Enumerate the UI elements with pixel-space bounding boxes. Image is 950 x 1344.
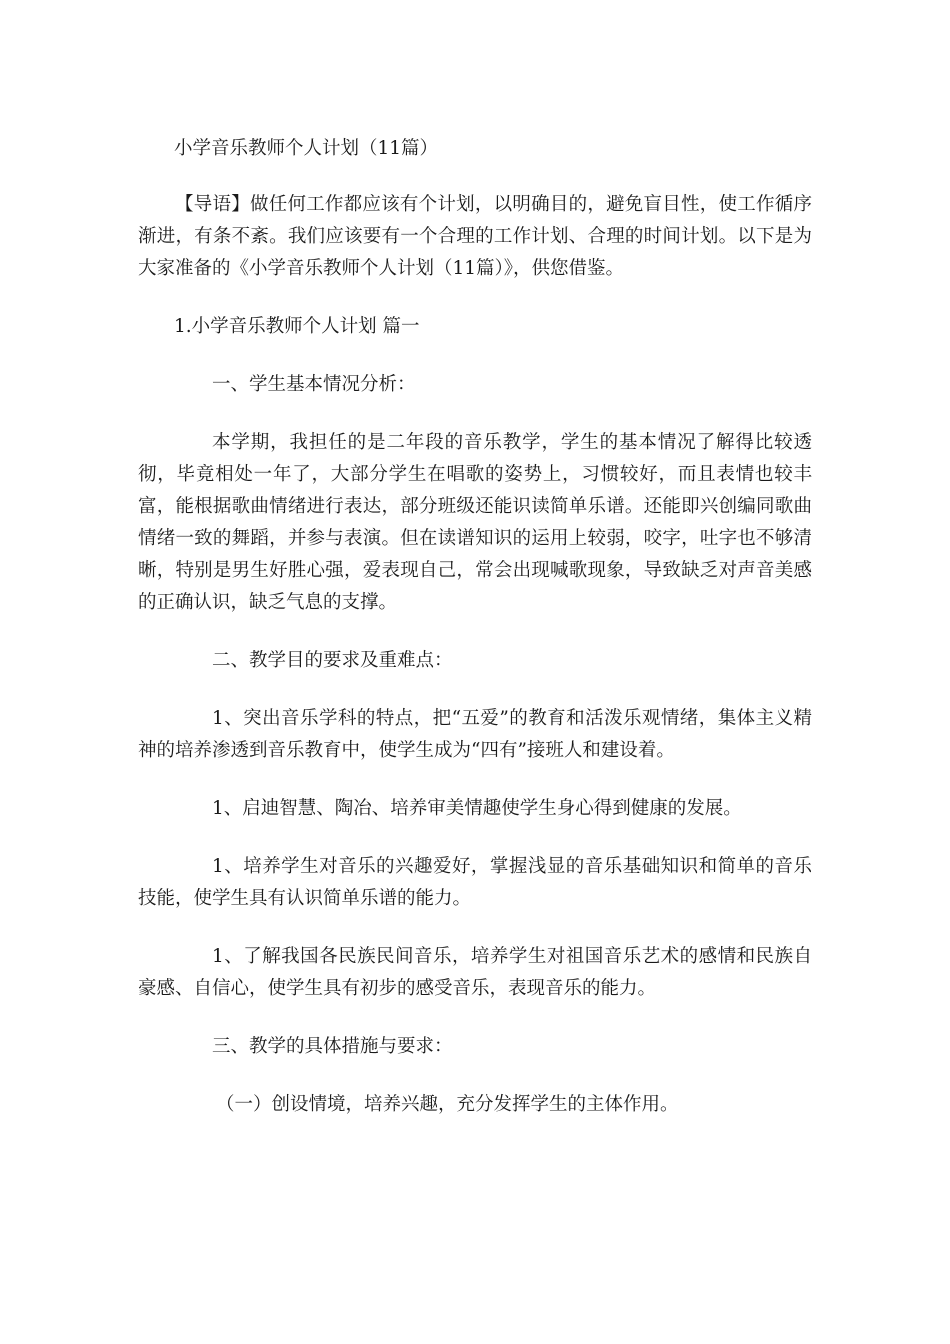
part2-heading: 二、教学目的要求及重难点： [212,650,453,671]
goal-item: 1、培养学生对音乐的兴趣爱好，掌握浅显的音乐基础知识和简单的音乐技能，使学生具有认识简单乐谱的能力。 [138,856,812,909]
part1-heading: 一、学生基本情况分析： [212,374,416,395]
goal-item: 1、了解我国各民族民间音乐，培养学生对祖国音乐艺术的感情和民族自豪感、自信心，使学生具有初步的感受音乐，表现音乐的能力。 [138,946,812,999]
goal-item: 1、启迪智慧、陶冶、培养审美情趣使学生身心得到健康的发展。 [212,798,742,819]
part1-paragraph: 本学期，我担任的是二年段的音乐教学，学生的基本情况了解得比较透彻，毕竟相处一年了，大部分学生在唱歌的姿势上，习惯较好，而且表情也较丰富，能根据歌曲情绪进行表达，部分班级还能识读简单乐谱。还能即兴创编同歌曲情绪一致的舞蹈，并参与表演。但在读谱知识的运用上较弱，咬字，吐字也不够清晰，特别是男生好胜心强，爱表现自己，常会出现喊歌现象，导致缺乏对声音美感的正确认识，缺乏气息的支撑。 [138,432,812,613]
document-body [138,133,812,1121]
document-title: 小学音乐教师个人计划（11篇） [174,138,439,159]
part3-heading: 三、教学的具体措施与要求： [212,1036,453,1057]
part3-subheading: （一）创设情境，培养兴趣，充分发挥学生的主体作用。 [216,1094,679,1115]
section-heading: 1.小学音乐教师个人计划 篇一 [174,316,420,337]
goal-item: 1、突出音乐学科的特点，把“五爱”的教育和活泼乐观情绪，集体主义精神的培养渗透到音乐教育中，使学生成为“四有”接班人和建设着。 [138,708,812,761]
intro-paragraph: 【导语】做任何工作都应该有个计划，以明确目的，避免盲目性，使工作循序渐进，有条不紊。我们应该要有一个合理的工作计划、合理的时间计划。以下是为大家准备的《小学音乐教师个人计划（11篇）》，供您借鉴。 [138,194,812,279]
